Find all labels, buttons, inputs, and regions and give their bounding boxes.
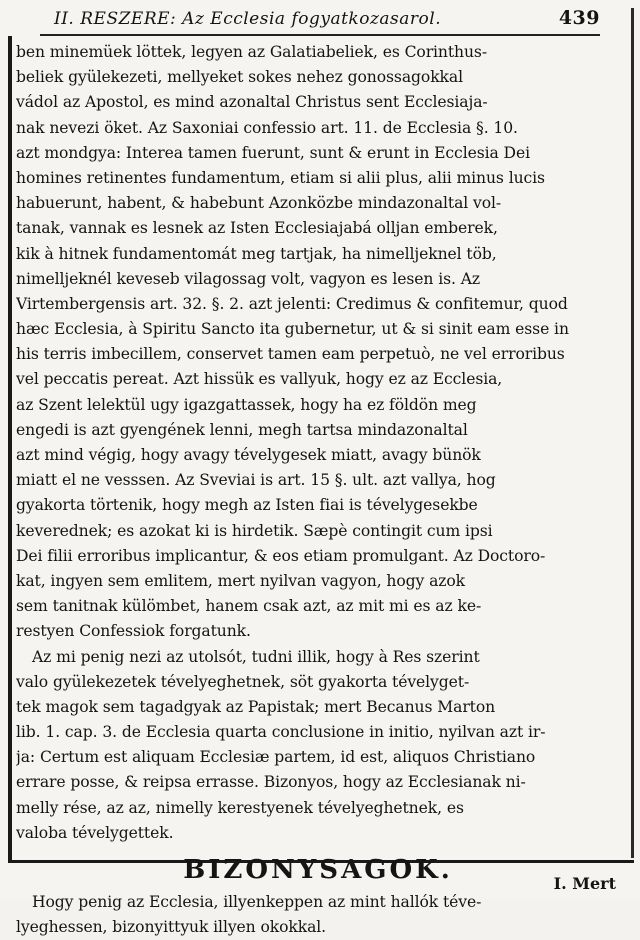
text-line: gyakorta törtenik, hogy megh az Isten fiai is tévelygesekbe — [16, 496, 478, 515]
text-line: azt mondgya: Interea tamen fuerunt, sunt & erunt in Ecclesia Dei — [16, 143, 530, 162]
text-line: his terris imbecillem, conservet tamen eam perpetuò, ne vel erroribus — [16, 345, 565, 364]
text-line: habuerunt, habent, & habebunt Azonközbe mindazonaltal vol- — [16, 194, 502, 213]
text-line: vádol az Apostol, es mind azonaltal Christus sent Ecclesiaja- — [16, 93, 488, 112]
body-text — [16, 40, 620, 940]
text-line: nak nevezi öket. Az Saxoniai confessio art. 11. de Ecclesia §. 10. — [16, 118, 518, 137]
paragraph-2 — [16, 645, 620, 847]
text-line: restyen Confessiok forgatunk. — [16, 622, 251, 641]
text-line: azt mind végig, hogy avagy tévelygesek miatt, avagy bünök — [16, 446, 481, 464]
text-line: kat, ingyen sem emlitem, mert nyilvan vagyon, hogy azok — [16, 571, 466, 590]
text-line: hæc Ecclesia, à Spiritu Sancto ita gubernetur, ut & si sinit eam esse in — [16, 320, 569, 339]
text-line: Hogy penig az Ecclesia, illyenkeppen az mint hallók téve- — [32, 893, 482, 911]
text-line: miatt el ne vesssen. Az Sveviai is art. 15 §. ult. azt vallya, hog — [16, 471, 496, 490]
text-line: nimelljeknél keveseb vilagossag volt, vagyon es lesen is. Az — [16, 269, 480, 288]
text-line: kik à hitnek fundamentomát meg tartjak, ha nimelljeknel töb, — [16, 244, 497, 263]
text-line: Dei filii erroribus implicantur, & eos etiam promulgant. Az Doctoro- — [16, 546, 546, 565]
text-line: beliek gyülekezeti, mellyeket sokes nehez gonossagokkal — [16, 68, 463, 87]
text-line: az Szent lelektül ugy igazgattassek, hogy ha ez földön meg — [16, 395, 477, 414]
text-line: Virtembergensis art. 32. §. 2. azt jelenti: Credimus & confitemur, quod — [16, 294, 568, 313]
text-line: sem tanitnak külömbet, hanem csak azt, az mit mi es az ke- — [16, 597, 482, 616]
paragraph-3 — [16, 890, 620, 940]
page-border-left — [8, 36, 12, 862]
text-line: Az mi penig nezi az utolsót, tudni illik, hogy à Res szerint — [32, 647, 480, 666]
text-line: keverednek; es azokat ki is hirdetik. Sæpè contingit cum ipsi — [16, 521, 493, 540]
text-line: lyeghessen, bizonyittyuk illyen okokkal. — [16, 918, 327, 937]
text-line: valo gyülekezetek tévelyeghetnek, söt gyakorta tévelyget- — [16, 672, 470, 691]
text-line: melly rése, az az, nimelly kerestyenek tévelyeghetnek, es — [16, 798, 464, 817]
text-line: engedi is azt gyengének lenni, megh tartsa mindazonaltal — [16, 420, 468, 439]
text-line: tek magok sem tagadgyak az Papistak; mert Becanus Marton — [16, 697, 496, 716]
text-line: tanak, vannak es lesnek az Isten Ecclesiajabá olljan emberek, — [16, 219, 498, 238]
paragraph-1 — [16, 40, 620, 645]
catchword: I. Mert — [553, 874, 616, 893]
text-line: homines retinentes fundamentum, etiam si alii plus, alii minus lucis — [16, 168, 545, 187]
page-number: 439 — [558, 7, 600, 29]
running-head — [40, 6, 600, 36]
text-line: lib. 1. cap. 3. de Ecclesia quarta conclusione in initio, nyilvan azt ir- — [16, 723, 546, 742]
text-line: vel peccatis pereat. Azt hissük es vallyuk, hogy ez az Ecclesia, — [16, 370, 503, 389]
page-border-right — [631, 8, 634, 858]
text-line: errare posse, & reipsa errasse. Bizonyos, hogy az Ecclesianak ni- — [16, 773, 526, 792]
text-line: valoba tévelygettek. — [16, 823, 174, 842]
text-line: ben minemüek löttek, legyen az Galatiabeliek, es Corinthus- — [16, 43, 488, 61]
section-heading: BIZONYSAGOK. — [183, 855, 453, 885]
running-head-title: II. RESZERE: Az Ecclesia fogyatkozasarol. — [54, 9, 442, 29]
text-line: ja: Certum est aliquam Ecclesiæ partem, id est, aliquos Christiano — [16, 748, 536, 767]
